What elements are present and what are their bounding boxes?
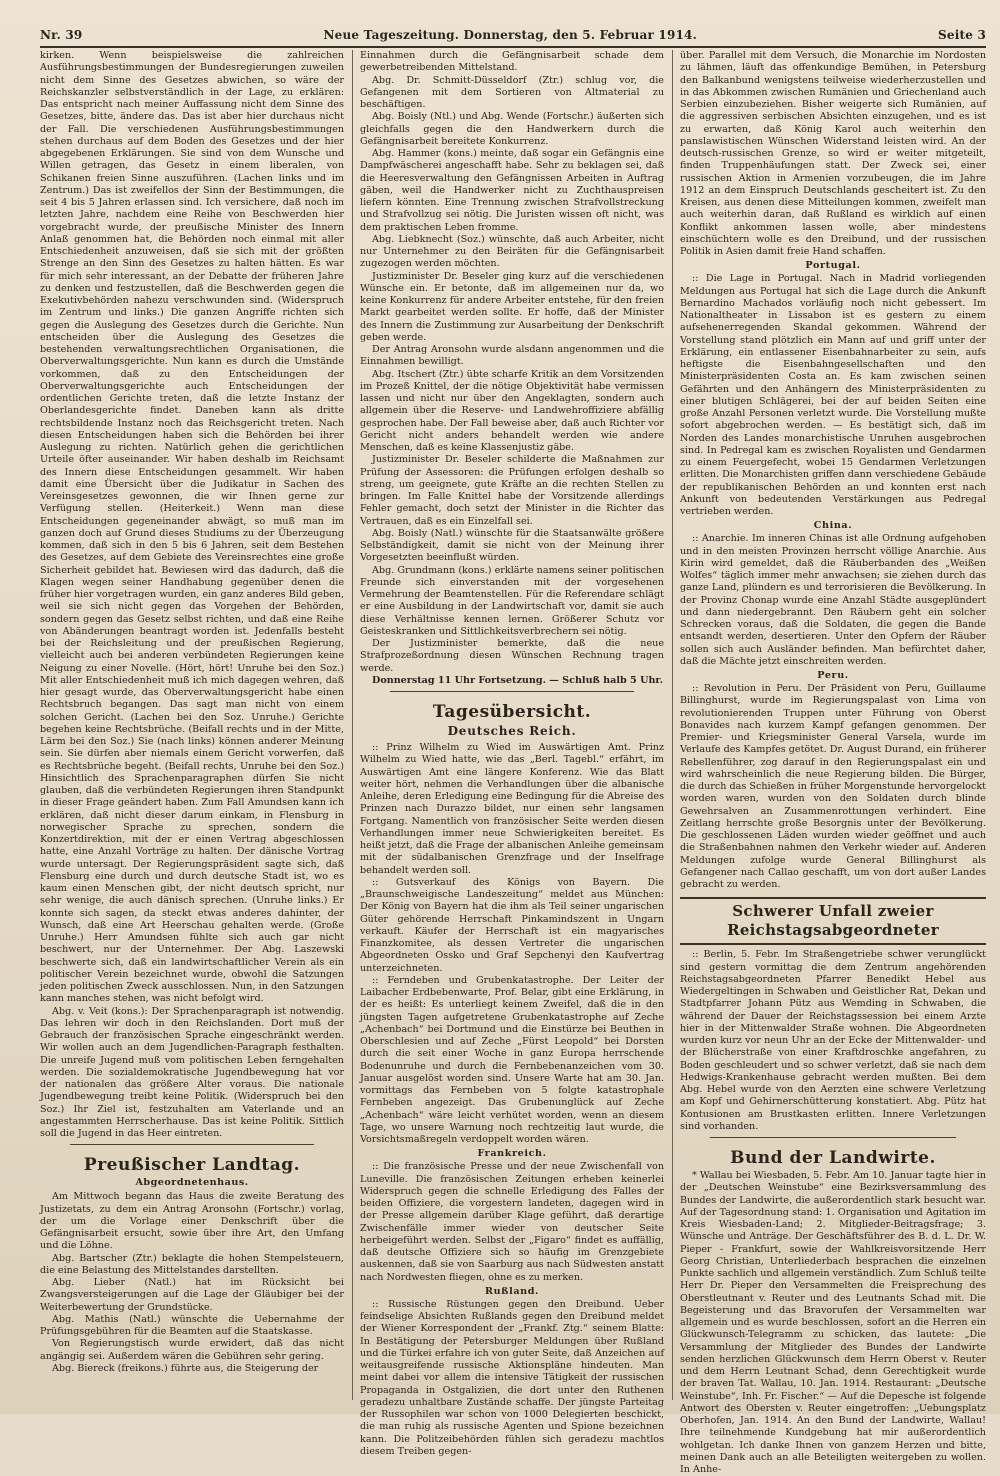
news-item: :: Revolution in Peru. Der Präsident von Peru, Guillaume Billinghurst, wurde im Regierungspalast von Lima von revolutionierenden Truppen unter Führung von Oberst Bonavides nach kurzem Kampf gefangen genommen. Der Premier- und Kriegsminister General Varsela, wurde im Verlaufe des Kampfes getötet. Dr. August Durand, ein früherer Rebellenführer, zog darauf in den Regierungspalast ein und wird wahrscheinlich die neue Regierung bilden. Die Bürger, die durch das Schießen in früher Morgenstunde hervorgelockt worden waren, wurden von den Soldaten durch blinde Gewehrsalven an Zusammenrottungen verhindert. Eine Zeitlang herrschte große Besorgnis unter der Bevölkerung. Die geschlossenen Läden wurden wieder geöffnet und auch die Straßenbahnen nahmen den Verkehr wieder auf. Anderen Meldungen zufolge wurde General Billinghurst als Gefangener nach Callao geschafft, um von dort außer Landes gebracht zu werden. [680,683,986,890]
news-item: :: Berlin, 5. Febr. Im Straßengetriebe schwer verunglückt sind gestern vormittag die dem Zentrum angehörenden Reichstagsabgeordneten Pfarrer Benedikt Hebel aus Wiedergeltingen in Schwaben und Geistlicher Rat, Dekan und Stadtpfarrer Johann Pütz aus Wemding in Schwaben, die während der Dauer der Reichstagssession bei einem Arzte hier in der Mittenwalder Straße wohnen. Die Abgeordneten wurden kurz vor neun Uhr an der Ecke der Mittenwalder- und der Blücherstraße von einer Kraftdroschke angefahren, zu Boden geschleudert und so schwer verletzt, daß sie nach dem Hedwigs-Krankenhause gebracht werden mußten. Bei dem Abg. Hebel wurde von den Aerzten eine schwere Verletzung am Kopf und Gehirnerschütterung konstatiert. Abg. Pütz hat Kontusionen am Brustkasten erlitten. Innere Verletzungen sind vorhanden. [680,949,986,1132]
article-paragraph: Abg. v. Veit (kons.): Der Sprachenparagraph ist notwendig. Das lehren wir doch in den Reichslanden. Dort muß der Gebrauch der französischen Sprache eingeschränkt werden. Wir wollen auch an dem Jugendlichen-Paragraph festhalten. Die unreife Jugend muß vom politischen Leben ferngehalten werden. Die sozialdemokratische Jugendbewegung hat vor der nationalen das größere Alter voraus. Die nationale Jugendbewegung treibt keine Politik. (Widerspruch bei den Soz.) Ihr Ziel ist, festzuhalten am Vaterlande und an angestammten Herrscherhause. Das ist keine Politik. Sittlich soll die Jugend in das Heer eintreten. [40,1005,344,1139]
country-heading: China. [813,520,853,532]
article-paragraph: Abg. Grundmann (kons.) erklärte namens seiner politischen Freunde sich einverstanden mit der vorgesehenen Vermehrung der Beamtenstellen. Für die Referendare schlägt er eine Ausbildung in der Landwirtschaft vor, damit sie auch diese Verhältnisse kennen lernen. Größerer Schutz vor Geisteskranken und Sittlichkeitsverbrechern sei nötig. [360,564,664,637]
article-paragraph: Justizminister Dr. Beseler ging kurz auf die verschiedenen Wünsche ein. Er betonte, daß im allgemeinen nur da, wo keine Konkurrenz für andere Arbeiter entstehe, für den freien Markt gearbeitet werden sollte. Er hoffe, daß der Minister des Innern die Zustimmung zur Ausarbeitung der Denkschrift geben werde. [360,270,664,343]
article-paragraph: Einnahmen durch die Gefängnisarbeit schade dem gewerbetreibenden Mittelstand. [360,50,664,74]
news-item: :: Die Lage in Portugal. Nach in Madrid vorliegenden Meldungen aus Portugal hat sich die Lage durch die Ankunft Bernardino Machados vorläufig noch nicht gebessert. Im Nationaltheater in Lissabon ist es gestern zu einem aufsehenerregenden Skandal gekommen. Während der Vorstellung stand plötzlich ein Mann auf und griff unter der Erklärung, ein entlassener Eisenbahnarbeiter zu sein, aufs heftigste die Eisenbahngesellschaften und den Ministerpräsidenten Costa an. Es kam zwischen seinen Gefährten und den Anhängern des Ministerpräsidenten zu einer blutigen Schlägerei, bei der auf beiden Seiten eine große Anzahl Personen verletzt wurde. Die Vorstellung mußte sofort abgebrochen werden. — Es bestätigt sich, daß im Norden des Landes monarchistische Unruhen ausgebrochen sind. In Pedregal kam es zwischen Royalisten und Gendarmen zu einem Feuergefecht, wobei 15 Gendarmen Verletzungen erlitten. Die Monarchisten griffen dann verschiedene Gebäude der republikanischen Behörden an und konnten erst nach Ankunft von bedeutenden Verstärkungen aus Pedregal vertrieben werden. [680,273,986,517]
article-paragraph: Justizminister Dr. Beseler schilderte die Maßnahmen zur Prüfung der Assessoren: die Prüfungen erfolgen deshalb so streng, um geeignete, gute Kräfte an die rechten Stellen zu bringen. Im Falle Knittel habe der Vorsitzende allerdings Fehler gemacht, doch setzt der Minister in die Richter das Vertrauen, daß es ein Einzelfall sei. [360,454,664,527]
article-paragraph: Der Antrag Aronsohn wurde alsdann angenommen und die Einnahmen bewilligt. [360,344,664,368]
article-paragraph: Abg. Mathis (Natl.) wünschte die Uebernahme der Prüfungsgebühren für die Beamten auf die Staatskasse. [40,1313,344,1337]
country-heading: Frankreich. [477,1148,547,1160]
news-item: über. Parallel mit dem Versuch, die Monarchie im Nordosten zu lähmen, läuft das offenkundige Bemühen, in Petersburg den Balkanbund wenigstens teilweise wiederherzustellen und in das Abkommen zwischen Rumänien und Griechenland auch Serbien einzubeziehen. Bisher weigerte sich Rumänien, auf die aggressiven serbischen Absichten einzugehen, und es ist zu erwarten, daß König Karol auch weiterhin den panslawistischen Wünschen Widerstand leisten wird. An der deutsch-russischen Grenze, so wird er weiter mitgeteilt, finden Truppenhäufungen statt. Der Zweck sei, einer russischen Aktion in Armenien vorzubeugen, die im Jahre 1912 an dem Einspruch Deutschlands gescheitert ist. Zu den Kreisen, aus denen diese Mitteilungen kommen, zweifelt man auch weiterhin daran, daß Rußland es wirklich auf einen Konflikt ankommen lassen wolle, aber mindestens einschüchtern wolle es den Dreibund, und der russischen Politik in Asien damit freie Hand schaffen. [680,50,986,257]
section-rule [710,1137,956,1138]
article-paragraph: Abg. Itschert (Ztr.) übte scharfe Kritik an dem Vorsitzenden im Prozeß Knittel, der die nötige Objektivität habe vermissen lassen und nicht nur über den Angeklagten, sondern auch allgemein über die Reserve- und Landwehroffiziere abfällig gesprochen habe. Der Fall beweise aber, daß auch Richter vor Gericht nicht anders behandelt werden wie andere Menschen, daß es keine Klassenjustiz gäbe. [360,368,664,453]
masthead-rule [40,46,986,48]
column-2 [360,50,664,1457]
article-paragraph: Abg. Liebknecht (Soz.) wünschte, daß auch Arbeiter, nicht nur Unternehmer zu den Beiräten für die Gefängnisarbeit zugezogen werden möchten. [360,233,664,270]
article-paragraph: Abg. Boisly (Ntl.) und Abg. Wende (Fortschr.) äußerten sich gleichfalls gegen die den Handwerkern durch die Gefängnisarbeit bereitete Konkurrenz. [360,111,664,147]
column-1 [40,50,344,1400]
country-heading: Portugal. [805,260,861,272]
country-heading: Rußland. [485,1285,539,1297]
article-paragraph: Donnerstag 11 Uhr Fortsetzung. — Schluß halb 5 Uhr. [372,674,663,686]
article-paragraph: Abg. Lieber (Natl.) hat im Rücksicht bei Zwangsversteigerungen auf die Lage der Gläubiger bei der Weiterbewertung der Grundstücke. [40,1277,344,1313]
news-item: :: Anarchie. Im inneren Chinas ist alle Ordnung aufgehoben und in den meisten Provinzen herrscht völlige Anarchie. Aus Kirin wird gemeldet, daß die Räuberbanden des „Weißen Wolfes“ täglich immer mehr anwachsen; sie ziehen durch das ganze Land, plündern es und terrorisieren die Bevölkerung. In der Provinz Chonap wurde eine Anzahl Städte ausgeplündert und dann niedergebrannt. Den Räubern geht ein solcher Schrecken voraus, daß die Soldaten, die gegen die Bande entsandt werden, desertieren. Unter den Opfern der Räuber sollen sich auch Ausländer befinden. Man befürchtet daher, daß die Mächte jetzt einschreiten werden. [680,533,986,667]
article-paragraph: Abg. Dr. Schmitt-Düsseldorf (Ztr.) schlug vor, die Gefangenen mit dem Sortieren von Altmaterial zu beschäftigen. [360,74,664,110]
article-paragraph: Der Justizminister bemerkte, daß die neue Strafprozeßordnung diesen Wünschen Rechnung tragen werde. [360,638,664,674]
section-heading: Schwerer Unfall zweier Reichstagsabgeordneter [680,897,986,945]
column-3 [680,50,986,1475]
news-item: :: Ferndeben und Grubenkatastrophe. Der Leiter der Laibacher Erdbebenwarte, Prof. Belar, gibt eine Erklärung, in der es heißt: Es unterliegt keinem Zweifel, daß die in den jüngsten Tagen aufgetretene Grubenkatastrophe auf Zeche „Achenbach“ bei Dortmund und die Einstürze bei Beuthen in Oberschlesien und auf Zeche „Fürst Leopold“ bei Dorsten durch die seit einer Woche in ganz Europa herrschende Bodenunruhe und durch die Fernbebenanzeichen vom 30. Januar ausgelöst worden sind. Unsere Warte hat am 30. Jan. vormittags das Fernbeben von 5 folgte katastrophale Fernbeben angezeigt. Das Grubenunglück auf Zeche „Achenbach“ wäre leicht verhütet worden, wenn an diesem Tage, wo unsere Warnung noch rechtzeitig laut wurde, die Vorsichtsmaßregeln verdoppelt worden wären. [360,974,664,1145]
masthead [40,24,986,46]
article-paragraph: kirken. Wenn beispielsweise die zahlreichen Ausführungsbestimmungen der Bundesregierungen zuweilen nicht dem Sinne des Gesetzes abwichen, so wäre der Reichskanzler selbstverständlich in der Lage, zu erklären: Das entspricht nach meiner Auffassung nicht dem Sinne des Gesetzes, bitte, ändere das. Das ist aber hier durchaus nicht der Fall. Die verschiedenen Ausführungsbestimmungen stehen durchaus auf dem Boden des Gesetzes und der hier abgegebenen Erklärungen. Sie sind von dem Wunsche und Willen getragen, das Gesetz in einem liberalen, von Schikanen freien Sinne auszuführen. (Lachen links und im Zentrum.) Das ist zweifellos der Sinn der Bestimmungen, die seit 4 bis 5 Jahren erlassen sind. Ich versichere, daß noch im letzten Jahre, nachdem eine Reihe von Beschwerden hier vorgebracht wurde, der preußische Minister des Innern Anlaß genommen hat, die Behörden noch einmal mit aller Entschiedenheit anzuweisen, daß sie sich mit der größten Strenge an den Sinn des Gesetzes zu halten hätten. Es war für mich sehr interessant, an der Debatte der früheren Jahre zu denken und festzustellen, daß die Beschwerden gegen die Exekutivbehörden nahezu verschwunden sind. (Widerspruch im Zentrum und links.) Die ganzen Angriffe richten sich gegen die Auslegung des Gesetzes durch die Gerichte. Nun entscheiden über die Auslegung des Gesetzes die bestehenden verwaltungsrechtlichen Organisationen, die Oberverwaltungsgerichte. Nun kann es durch die Umstände vorkommen, daß zu den Entscheidungen der Oberverwaltungsgerichte auch Entscheidungen der ordentlichen Gerichte treten, daß die letzte Instanz der Oberlandesgerichte findet. Daneben kann als dritte rechtsbildende Instanz noch das Reichsgericht treten. Nach diesen Entscheidungen haben sich die Behörden bei ihrer Auslegung zu richten. Natürlich gehen die gerichtlichen Urteile öfter auseinander. Wir haben deshalb im Reichsamt des Innern diese Entscheidungen gesammelt. Wir haben damit eine Übersicht über die Judikatur in Sachen des Vereinsgesetzes gewonnen, die wir Ihnen gerne zur Verfügung stellen. (Heiterkeit.) Wenn man diese Entscheidungen gegeneinander abwägt, so muß man im ganzen doch auf Grund dieses Studiums zu der Überzeugung kommen, daß sich in den 5 bis 6 Jahren, seit dem Bestehen des Gesetzes, auf dem Gebiete des Vereinsrechtes eine große Sicherheit gebildet hat. Bewiesen wird das dadurch, daß die Klagen wegen seiner Handhabung gegenüber denen die früher hier vorgetragen wurden, ein ganz anderes Bild geben, weil sie sich nicht gegen das Vorgehen der Behörden, sondern gegen das Gesetz selbst richten, und daß eine Reihe von Abänderungen beantragt worden ist. Jedenfalls besteht bei der Reichsleitung und der preußischen Regierung, vielleicht auch bei anderen verbündeten Regierungen keine Neigung zu einer Novelle. (Hört, hört! Unruhe bei den Soz.) Mit aller Entschiedenheit muß ich mich dagegen wehren, daß hier gesagt wurde, das Oberverwaltungsgericht habe einen Rechtsbruch begangen. Das sagt man nicht von einem solchen Gericht. (Lachen bei den Soz. Unruhe.) Gerichte begehen keine Rechtsbrüche. (Beifall rechts und in der Mitte, Lärm bei den Soz.) Sie (nach links) können anderer Meinung sein. Sie dürfen aber niemals einem Gericht vorwerfen, daß es Rechtsbrüche begeht. (Beifall rechts, Unruhe bei den Soz.) Hinsichtlich des Sprachenparagraphen dürfen Sie nicht glauben, daß die verbündeten Regierungen ihren Standpunkt in dieser Frage geändert haben. Zum Fall Amundsen kann ich erklären, daß nicht dieser darum einkam, in Flensburg in norwegischer Sprache zu sprechen, sondern die Konzertdirektion, mit der er einen Vertrag abgeschlossen hatte, eine Anzahl Vorträge zu halten. Der dänische Vortrag wurde untersagt. Der Regierungspräsident sagte sich, daß Flensburg eine durch und durch deutsche Stadt ist, wo es kaum einen Menschen gibt, der nicht deutsch spricht, nur sehr wenige, die auch dänisch sprechen. (Unruhe links.) Er konnte sich sagen, da steckt etwas anderes dahinter, der Wunsch, daß eine Art Heerschau gehalten werde. (Große Unruhe.) Herr Amundsen fühlte sich auch gar nicht beschwert, nur der Unternehmer. Der Abg. Laszewski beschwerte sich, daß ein landwirtschaftlicher Verein als ein politischer Verein bezeichnet wurde, obwohl die Satzungen jeden politischen Zweck ausschlossen. Nun, in den Satzungen kann manches stehen, was nicht befolgt wird. [40,50,344,1005]
article-paragraph: Abg. Biereck (freikons.) führte aus, die Steigerung der [52,1362,319,1374]
news-item: * Wallau bei Wiesbaden, 5. Febr. Am 10. Januar tagte hier in der „Deutschen Weinstube“ eine Bezirksversammlung des Bundes der Landwirte, die außerordentlich stark besucht war. Auf der Tagesordnung stand: 1. Organisation und Agitation im Kreis Wiesbaden-Land; 2. Mitglieder-Beitragsfrage; 3. Wünsche und Anträge. Der Geschäftsführer des B. d. L. Dr. W. Pieper - Frankfurt, sowie der Wahlkreisvorsitzende Herr Georg Christian, Unterliederbach besprachen die einzelnen Punkte sachlich und allgemein verständlich. Zum Schluß teilte Herr Dr. Pieper den Versammelten die Freisprechung des Oberstleutnant v. Reuter und des Leutnants Schad mit. Die Begeisterung und das Bravorufen der Versammelten war allgemein und es wurde beschlossen, sofort an die Herren ein Glückwunsch-Telegramm zu schicken, das lautete: „Die Versammlung der Mitglieder des Bundes der Landwirte senden herzlichen Glückwunsch dem Herrn Oberst v. Reuter und dem Herrn Leutnant Schad, denn Gerechtigkeit wurde der braven Tat. Wallau, 10. Jan. 1914. Restaurant: „Deutsche Weinstube“, Inh. Fr. Fischer.“ — Auf die Depesche ist folgende Antwort des Obersten v. Reuter eingetroffen: „Uebungsplatz Oberhofen, Jan. 1914. An den Bund der Landwirte, Wallau! Ihre teilnehmende Kundgebung hat mir außerordentlich wohlgetan. Ich danke Ihnen von ganzem Herzen und bitte, meinen Dank auch an alle Beteiligten weitergeben zu wollen. In Anhe- [680,1170,986,1475]
section-rule [70,1144,314,1145]
news-item: :: Russische Rüstungen gegen den Dreibund. Ueber feindselige Absichten Rußlands gegen den Dreibund meldet der Wiener Korrespondent der „Frankf. Ztg.“ seinem Blatte: In Bestätigung der Petersburger Meldungen über Rußland und die Türkei erfahre ich von guter Seite, daß Anzeichen auf weitausgreifende russische Aktionspläne hindeuten. Man meint dabei vor allem die intensive Tätigkeit der russischen Propaganda in Ostgalizien, die dort unter den Ruthenen geradezu unhaltbare Zustände schaffe. Der jüngste Parteitag der Russophilen war schon von 1000 Delegierten beschickt, die man ruhig als russische Agenten und Spione bezeichnen kann. Die Politzeibehörden fühlen sich geradezu machtlos diesem Treiben gegen- [360,1298,664,1457]
article-paragraph: Am Mittwoch begann das Haus die zweite Beratung des Justizetats, zu dem ein Antrag Aronsohn (Fortschr.) vorlag, der um die Vorlage einer Denkschrift über die Gefängnisarbeit ersucht, sowie über ihre Art, den Umfang und die Löhne. [40,1191,344,1252]
article-paragraph: Abg. Hammer (kons.) meinte, daß sogar ein Gefängnis eine Dampfwäscherei angeschafft habe. Sehr zu beklagen sei, daß die Heeresverwaltung den Gefängnissen Arbeiten in Auftrag gäben, weil die Handwerker nicht zu Zuchthauspreisen liefern könnten. Eine Trennung zwischen Strafvollstreckung und Strafvollzug sei nötig. Die Juristen wissen oft nicht, was dem praktischen Leben fromme. [360,148,664,233]
article-paragraph: Abg. Bartscher (Ztr.) beklagte die hohen Stempelsteuern, die eine Belastung des Mittelstandes darstellten. [40,1252,344,1276]
column-divider [672,50,673,1400]
news-item: :: Prinz Wilhelm zu Wied im Auswärtigen Amt. Prinz Wilhelm zu Wied hatte, wie das „Berl. Tagebl.“ erfährt, im Auswärtigen Amt eine längere Konferenz. Wie das Blatt weiter hört, nehmen die Verhandlungen über die albanische Anleihe, deren Erledigung eine Bedingung für die Abreise des Prinzen nach Durazzo bildet, nur einen sehr langsamen Fortgang. Namentlich von französischer Seite werden diesen Verhandlungen immer neue Schwierigkeiten bereitet. Es heißt jetzt, daß die Frage der albanischen Anleihe gemeinsam mit der südalbanischen Grenzfrage und der Inselfrage behandelt werden soll. [360,742,664,876]
column-divider [352,50,353,1400]
page-number: Nr. 39 [40,28,83,42]
section-heading: Preußischer Landtag. [83,1155,301,1176]
page-label: Seite 3 [938,28,986,42]
section-subheading: Abgeordnetenhaus. [135,1177,249,1189]
country-heading: Peru. [817,670,849,681]
article-paragraph: Abg. Boisly (Natl.) wünschte für die Staatsanwälte größere Selbständigkeit, damit sie nicht von der Meinung ihrer Vorgesetzten beeinflußt würden. [360,527,664,564]
section-rule [390,691,634,692]
section-heading: Tagesübersicht. [432,702,592,722]
section-heading: Bund der Landwirte. [730,1148,936,1168]
news-item: :: Die französische Presse und der neue Zwischenfall von Luneville. Die französischen Zeitungen erheben keinerlei Widerspruch gegen die schnelle Erledigung des Falles der beiden Offiziere, die vorgestern landeten, dagegen wird in der Presse allgemein darüber Klage geführt, daß derartige Zwischenfälle immer wieder von deutscher Seite herbeigeführt werden. Selbst der „Figaro“ findet es auffällig, daß deutsche Offiziere sich so häufig im Grenzgebiete auskennen, daß sie von Saarburg aus nach Südwesten anstatt nach Nordwesten fliegen, ohne es zu merken. [360,1161,664,1283]
news-item: :: Gutsverkauf des Königs von Bayern. Die „Braunschweigische Landeszeitung“ meldet aus München: Der König von Bayern hat die ihm als Teil seiner ungarischen Güter gehörende Herrschaft Pinkamindszent in Ungarn verkauft. Käufer der Herrschaft ist ein magyarisches Finanzkomitee, als dessen Vertreter die ungarischen Abgeordneten Ossko und Graf Sepchenyi den Kaufvertrag unterzeichneten. [360,876,664,974]
article-paragraph: Von Regierungstisch wurde erwidert, daß das nicht angängig sei. Außerdem wären die Gebühren sehr gering. [40,1338,344,1362]
section-subheading: Deutsches Reich. [447,724,577,738]
newspaper-title-line: Neue Tageszeitung. Donnerstag, den 5. Februar 1914. [323,28,697,42]
